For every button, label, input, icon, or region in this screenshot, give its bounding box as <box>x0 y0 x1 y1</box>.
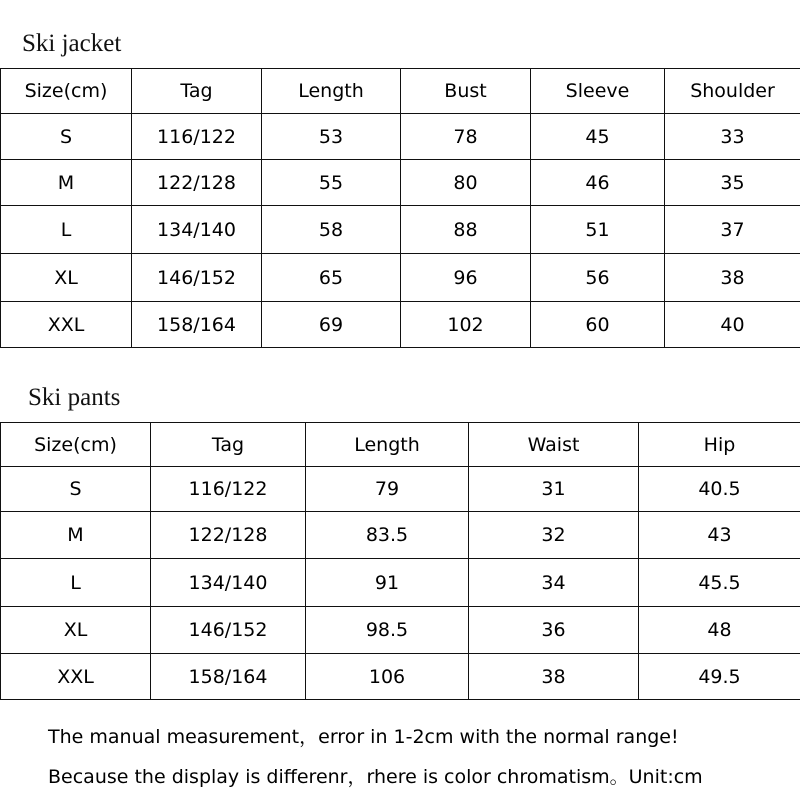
table-cell: 45.5 <box>639 559 800 607</box>
table-cell: 56 <box>531 254 665 302</box>
table-cell: XXL <box>1 302 132 348</box>
table-cell: 146/152 <box>132 254 262 302</box>
table-cell: M <box>1 160 132 206</box>
pants-size-table <box>0 422 800 700</box>
table-cell: 96 <box>401 254 531 302</box>
header-cell: Tag <box>132 69 262 114</box>
header-cell: Length <box>306 423 469 467</box>
table-cell: 116/122 <box>132 114 262 160</box>
table-cell: 51 <box>531 206 665 254</box>
table-cell: 34 <box>469 559 639 607</box>
measurement-note: The manual measurement，error in 1-2cm with the normal range! <box>48 726 679 748</box>
table-row <box>1 607 800 654</box>
table-cell: 33 <box>665 114 800 160</box>
header-cell: Size(cm) <box>1 69 132 114</box>
jacket-size-table <box>0 68 800 348</box>
table-cell: 122/128 <box>151 512 306 559</box>
table-cell: 37 <box>665 206 800 254</box>
table-cell: XL <box>1 607 151 654</box>
table-cell: 32 <box>469 512 639 559</box>
header-cell: Bust <box>401 69 531 114</box>
table-cell: 31 <box>469 467 639 512</box>
table-row <box>1 302 800 348</box>
table-cell: 122/128 <box>132 160 262 206</box>
table-header-row <box>1 423 800 467</box>
table-cell: 83.5 <box>306 512 469 559</box>
table-cell: 43 <box>639 512 800 559</box>
color-note: Because the display is differenr，rhere is color chromatism。Unit:cm <box>48 766 703 788</box>
table-cell: 40 <box>665 302 800 348</box>
header-cell: Waist <box>469 423 639 467</box>
table-cell: 58 <box>262 206 401 254</box>
table-cell: 45 <box>531 114 665 160</box>
table-row <box>1 467 800 512</box>
table-cell: 69 <box>262 302 401 348</box>
header-cell: Sleeve <box>531 69 665 114</box>
table-cell: 60 <box>531 302 665 348</box>
header-cell: Shoulder <box>665 69 800 114</box>
header-cell: Length <box>262 69 401 114</box>
header-cell: Size(cm) <box>1 423 151 467</box>
table-cell: 35 <box>665 160 800 206</box>
table-cell: M <box>1 512 151 559</box>
table-cell: 48 <box>639 607 800 654</box>
table-cell: 38 <box>665 254 800 302</box>
table-cell: 46 <box>531 160 665 206</box>
table-cell: 146/152 <box>151 607 306 654</box>
table-cell: 38 <box>469 654 639 700</box>
header-cell: Tag <box>151 423 306 467</box>
table-cell: L <box>1 206 132 254</box>
table-cell: 116/122 <box>151 467 306 512</box>
pants-title: Ski pants <box>28 384 121 411</box>
table-cell: 158/164 <box>151 654 306 700</box>
table-cell: 53 <box>262 114 401 160</box>
table-cell: 134/140 <box>132 206 262 254</box>
table-cell: 158/164 <box>132 302 262 348</box>
table-cell: S <box>1 467 151 512</box>
table-cell: 98.5 <box>306 607 469 654</box>
table-cell: 102 <box>401 302 531 348</box>
jacket-title: Ski jacket <box>22 30 122 57</box>
table-row <box>1 206 800 254</box>
table-cell: 55 <box>262 160 401 206</box>
header-cell: Hip <box>639 423 800 467</box>
table-cell: 91 <box>306 559 469 607</box>
table-row <box>1 254 800 302</box>
table-cell: 36 <box>469 607 639 654</box>
table-row <box>1 114 800 160</box>
table-row <box>1 559 800 607</box>
table-row <box>1 654 800 700</box>
table-cell: 40.5 <box>639 467 800 512</box>
table-cell: 79 <box>306 467 469 512</box>
table-cell: L <box>1 559 151 607</box>
table-cell: 78 <box>401 114 531 160</box>
table-cell: XL <box>1 254 132 302</box>
table-cell: 106 <box>306 654 469 700</box>
table-cell: 134/140 <box>151 559 306 607</box>
table-row <box>1 160 800 206</box>
table-row <box>1 512 800 559</box>
table-cell: 49.5 <box>639 654 800 700</box>
table-cell: 88 <box>401 206 531 254</box>
table-cell: 65 <box>262 254 401 302</box>
table-cell: XXL <box>1 654 151 700</box>
table-header-row <box>1 69 800 114</box>
table-cell: 80 <box>401 160 531 206</box>
table-cell: S <box>1 114 132 160</box>
